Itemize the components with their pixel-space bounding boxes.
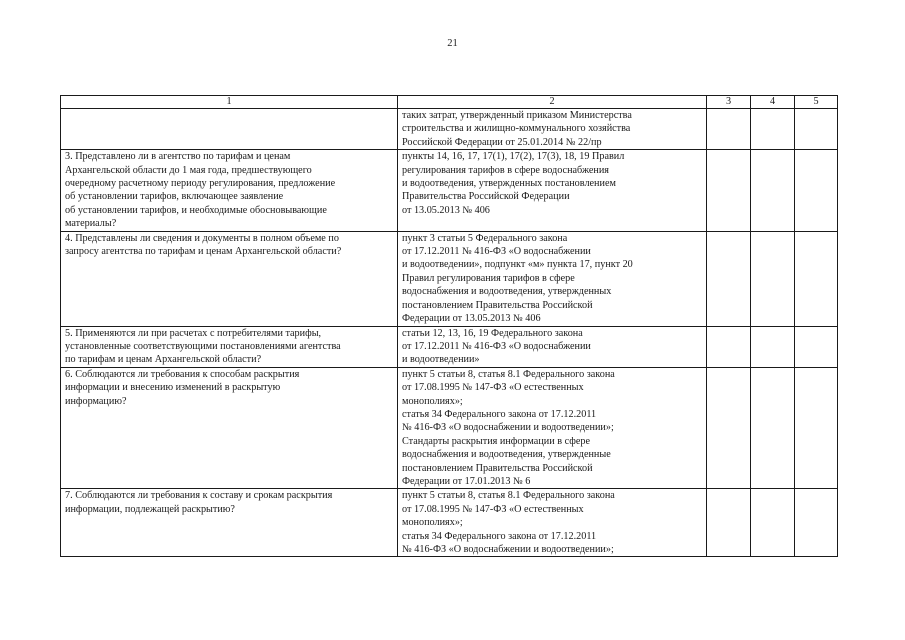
legal-reference-line: от 17.08.1995 № 147-ФЗ «О естественных — [402, 503, 584, 515]
legal-reference-line: регулирования тарифов в сфере водоснабжения — [402, 164, 609, 176]
legal-reference-line: статьи 12, 13, 16, 19 Федерального закона — [402, 327, 583, 339]
answer-cell-5 — [795, 109, 838, 150]
legal-reference-line: и водоотведении» — [402, 354, 480, 366]
header-cell-1: 1 — [61, 96, 398, 109]
answer-cell-3 — [707, 109, 751, 150]
answer-cell-5 — [795, 150, 838, 231]
question-text-line: об установлении тарифов, включающее заявление — [65, 191, 284, 203]
legal-reference-line: Стандарты раскрытия информации в сфере — [402, 435, 590, 447]
question-text-line: установленные соответствующими постановлениями агентства — [65, 340, 341, 352]
legal-reference-cell — [398, 489, 707, 557]
legal-reference-line: водоснабжения и водоотведения, утвержденные — [402, 449, 611, 461]
legal-reference-line: строительства и жилищно-коммунального хозяйства — [402, 123, 631, 135]
answer-cell-4 — [751, 150, 795, 231]
legal-reference-cell — [398, 231, 707, 326]
legal-reference-line: от 17.12.2011 № 416-ФЗ «О водоснабжении — [402, 340, 591, 352]
legal-reference-line: от 17.08.1995 № 147-ФЗ «О естественных — [402, 382, 584, 394]
legal-reference-line: статья 34 Федерального закона от 17.12.2011 — [402, 530, 597, 542]
header-row — [61, 96, 838, 109]
legal-reference-line: Правил регулирования тарифов в сфере — [402, 272, 575, 284]
checklist-table — [60, 95, 838, 557]
legal-reference-line: Российской Федерации от 25.01.2014 № 22/пр — [402, 136, 602, 148]
legal-reference-line: пункты 14, 16, 17, 17(1), 17(2), 17(3), 18, 19 Правил — [402, 151, 625, 163]
table-row — [61, 489, 838, 557]
legal-reference-line: Федерации от 17.01.2013 № 6 — [402, 475, 531, 487]
table-body — [61, 96, 838, 557]
answer-cell-3 — [707, 150, 751, 231]
question-text-line: Архангельской области до 1 мая года, предшествующего — [65, 164, 312, 176]
page-number: 21 — [447, 38, 458, 49]
header-cell-4: 4 — [751, 96, 795, 109]
question-text-line: 6. Соблюдаются ли требования к способам раскрытия — [65, 368, 300, 380]
table-row — [61, 109, 838, 150]
question-text-line: информацию? — [65, 395, 127, 407]
legal-reference-line: водоснабжения и водоотведения, утвержденных — [402, 286, 612, 298]
table-row — [61, 367, 838, 489]
question-text-line: 7. Соблюдаются ли требования к составу и срокам раскрытия — [65, 490, 333, 502]
legal-reference-line: пункт 5 статьи 8, статья 8.1 Федерального закона — [402, 490, 615, 502]
question-text-line: 3. Представлено ли в агентство по тарифам и ценам — [65, 151, 291, 163]
legal-reference-line: № 416-ФЗ «О водоснабжении и водоотведении»; — [402, 422, 614, 434]
header-cell-5: 5 — [795, 96, 838, 109]
legal-reference-cell — [398, 367, 707, 489]
legal-reference-line: и водоотведении», подпункт «м» пункта 17, пункт 20 — [402, 259, 633, 271]
answer-cell-4 — [751, 326, 795, 367]
question-text-line: материалы? — [65, 218, 117, 230]
answer-cell-4 — [751, 367, 795, 489]
legal-reference-line: пункт 5 статьи 8, статья 8.1 Федерального закона — [402, 368, 615, 380]
header-cell-2: 2 — [398, 96, 707, 109]
answer-cell-5 — [795, 367, 838, 489]
answer-cell-4 — [751, 109, 795, 150]
legal-reference-line: Правительства Российской Федерации — [402, 191, 570, 203]
table-row — [61, 326, 838, 367]
question-text-line: 5. Применяются ли при расчетах с потребителями тарифы, — [65, 327, 322, 339]
question-cell — [61, 150, 398, 231]
question-text-line: информации, подлежащей раскрытию? — [65, 503, 235, 515]
question-cell — [61, 231, 398, 326]
legal-reference-line: постановлением Правительства Российской — [402, 462, 593, 474]
legal-reference-line: таких затрат, утвержденный приказом Министерства — [402, 110, 632, 121]
question-text-line: запросу агентства по тарифам и ценам Архангельской области? — [65, 246, 342, 258]
question-text-line: очередному расчетному периоду регулирования, предложение — [65, 178, 336, 190]
answer-cell-4 — [751, 231, 795, 326]
legal-reference-cell — [398, 150, 707, 231]
table-row — [61, 150, 838, 231]
question-cell — [61, 326, 398, 367]
question-text-line: 4. Представлены ли сведения и документы в полном объеме по — [65, 232, 339, 244]
legal-reference-cell — [398, 109, 707, 150]
answer-cell-3 — [707, 489, 751, 557]
header-cell-3: 3 — [707, 96, 751, 109]
answer-cell-4 — [751, 489, 795, 557]
legal-reference-line: пункт 3 статьи 5 Федерального закона — [402, 232, 568, 244]
question-cell — [61, 489, 398, 557]
answer-cell-5 — [795, 489, 838, 557]
question-text-line: по тарифам и ценам Архангельской области? — [65, 354, 262, 366]
legal-reference-cell — [398, 326, 707, 367]
answer-cell-3 — [707, 231, 751, 326]
legal-reference-line: монополиях»; — [402, 395, 463, 407]
legal-reference-line: статья 34 Федерального закона от 17.12.2011 — [402, 408, 597, 420]
legal-reference-line: от 17.12.2011 № 416-ФЗ «О водоснабжении — [402, 246, 591, 258]
legal-reference-line: и водоотведения, утвержденных постановлением — [402, 178, 616, 190]
question-text-line: информации и внесению изменений в раскрытую — [65, 382, 281, 394]
question-cell — [61, 367, 398, 489]
question-cell — [61, 109, 398, 150]
table-row — [61, 231, 838, 326]
legal-reference-line: от 13.05.2013 № 406 — [402, 204, 490, 216]
answer-cell-5 — [795, 231, 838, 326]
answer-cell-3 — [707, 367, 751, 489]
answer-cell-3 — [707, 326, 751, 367]
question-text-line: об установлении тарифов, и необходимые обосновывающие — [65, 204, 327, 216]
answer-cell-5 — [795, 326, 838, 367]
legal-reference-line: постановлением Правительства Российской — [402, 299, 593, 311]
legal-reference-line: монополиях»; — [402, 517, 463, 529]
legal-reference-line: № 416-ФЗ «О водоснабжении и водоотведении»; — [402, 544, 614, 555]
legal-reference-line: Федерации от 13.05.2013 № 406 — [402, 313, 541, 325]
